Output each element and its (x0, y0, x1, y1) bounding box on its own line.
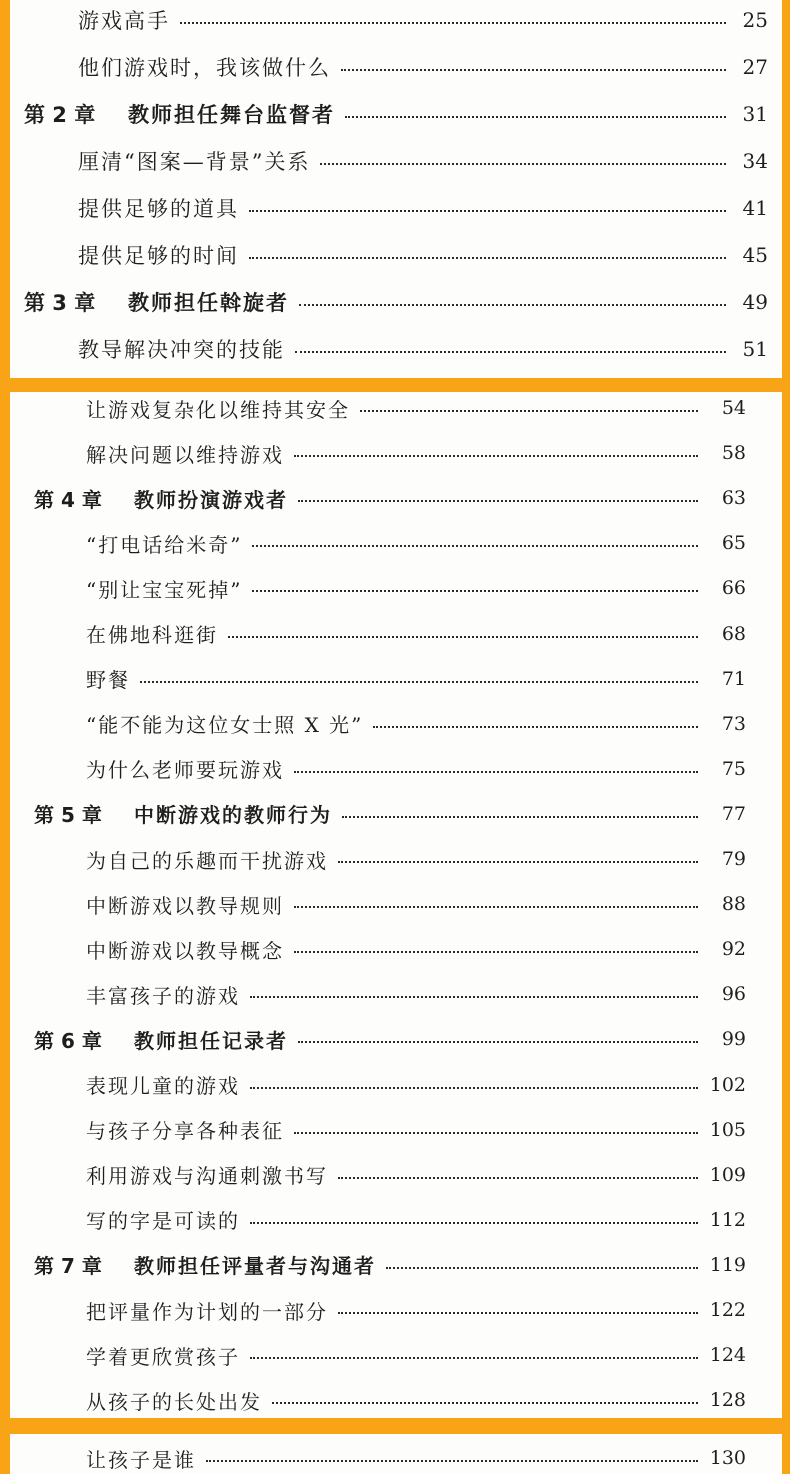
dot-leader (338, 1177, 698, 1179)
toc-entry-row (10, 2, 782, 38)
toc-entry-row (10, 1292, 782, 1328)
page-number: 130 (709, 1447, 746, 1469)
page-number: 73 (721, 712, 746, 735)
page-number: 27 (742, 55, 768, 79)
page-number: 79 (721, 848, 746, 870)
dot-leader (294, 455, 698, 457)
entry-title: 把评量作为计划的一部分 (86, 1299, 328, 1324)
page-number: 77 (721, 802, 746, 825)
toc-entry-row (10, 1202, 782, 1238)
dot-leader (294, 1132, 698, 1134)
page-number: 88 (721, 893, 746, 916)
chapter-number: 第 4 章 (34, 487, 102, 512)
dot-leader (341, 69, 726, 71)
chapter-title: 教师担任斡旋者 (128, 291, 289, 315)
page-number: 68 (721, 622, 746, 645)
toc-entry-row (10, 706, 782, 742)
page-number: 45 (742, 243, 768, 267)
page-number: 99 (721, 1028, 746, 1051)
page-number: 25 (742, 8, 768, 32)
toc-entry-row (10, 1067, 782, 1103)
entry-title: 解决问题以维持游戏 (86, 442, 284, 467)
toc-entry-row (10, 1157, 782, 1193)
toc-chapter-row (10, 796, 782, 832)
page-number: 75 (721, 757, 746, 780)
entry-title: 从孩子的长处出发 (86, 1389, 262, 1414)
dot-leader (299, 304, 726, 306)
dot-leader (180, 22, 726, 24)
entry-title: 表现儿童的游戏 (86, 1074, 240, 1098)
dot-leader (252, 545, 698, 547)
toc-panel-middle (10, 392, 782, 1418)
page-number: 112 (709, 1208, 746, 1231)
dot-leader (338, 1312, 698, 1314)
toc-chapter-row (10, 96, 782, 132)
entry-title: 丰富孩子的游戏 (86, 983, 240, 1008)
page-number: 58 (721, 442, 746, 465)
dot-leader (386, 1267, 698, 1269)
entry-title: “打电话给米奇” (86, 532, 243, 557)
dot-leader (249, 210, 726, 212)
toc-chapter-row (10, 1247, 782, 1283)
toc-entry-row (10, 976, 782, 1012)
page-number: 96 (721, 983, 746, 1006)
toc-entry-row (10, 1112, 782, 1148)
dot-leader (345, 116, 726, 118)
toc-entry-row (10, 435, 782, 471)
toc-entry-row (10, 1382, 782, 1418)
entry-title: 为自己的乐趣而干扰游戏 (86, 848, 328, 873)
chapter-number: 第 3 章 (24, 291, 96, 315)
toc-panel-bottom (10, 1434, 782, 1474)
page-number: 51 (742, 337, 768, 361)
dot-leader (320, 163, 726, 165)
dot-leader (298, 1041, 698, 1043)
chapter-number: 第 5 章 (34, 803, 102, 828)
dot-leader (249, 257, 726, 259)
toc-entry-row (10, 570, 782, 606)
entry-title: 野餐 (86, 668, 130, 693)
page-number: 105 (709, 1118, 746, 1141)
entry-title: 写的字是可读的 (86, 1209, 240, 1234)
page-number: 128 (709, 1389, 746, 1412)
dot-leader (295, 351, 726, 353)
entry-title: 为什么老师要玩游戏 (86, 758, 284, 783)
dot-leader (250, 1357, 698, 1359)
entry-title: 他们游戏时，我该做什么 (78, 56, 331, 80)
dot-leader (272, 1402, 698, 1404)
page-number: 119 (709, 1253, 746, 1276)
entry-title: 在佛地科逛街 (86, 623, 218, 647)
chapter-title: 中断游戏的教师行为 (134, 803, 332, 828)
dot-leader (206, 1460, 698, 1462)
dot-leader (250, 996, 698, 998)
toc-entry-row (10, 616, 782, 652)
toc-entry-row (10, 392, 782, 426)
entry-title: 中断游戏以教导规则 (86, 893, 284, 918)
chapter-number: 第 6 章 (34, 1028, 102, 1053)
chapter-number: 第 7 章 (34, 1254, 102, 1279)
chapter-title: 教师担任评量者与沟通者 (134, 1254, 376, 1279)
chapter-title: 教师担任记录者 (134, 1028, 288, 1053)
toc-entry-row (10, 886, 782, 922)
dot-leader (250, 1222, 698, 1224)
page-number: 34 (742, 149, 768, 173)
page-number: 66 (721, 577, 746, 600)
entry-title: 提供足够的道具 (78, 197, 239, 221)
page-number: 63 (721, 487, 746, 510)
dot-leader (294, 906, 698, 908)
toc-entry-row (10, 49, 782, 85)
page-number: 31 (742, 102, 768, 126)
dot-leader (252, 590, 698, 592)
toc-chapter-row (10, 1021, 782, 1057)
toc-panel-top (10, 0, 782, 378)
entry-title: 教导解决冲突的技能 (78, 338, 285, 362)
page-number: 109 (709, 1163, 746, 1186)
dot-leader (294, 951, 698, 953)
toc-entry-row (10, 190, 782, 226)
dot-leader (342, 816, 698, 818)
entry-title: 厘清“图案—背景”关系 (78, 150, 311, 174)
entry-title: 学着更欣赏孩子 (86, 1344, 240, 1369)
dot-leader (228, 636, 698, 638)
dot-leader (338, 861, 698, 863)
entry-title: 游戏高手 (78, 9, 170, 33)
page-number: 124 (709, 1344, 746, 1367)
toc-entry-row (10, 661, 782, 697)
page-number: 65 (721, 532, 746, 555)
chapter-number: 第 2 章 (24, 103, 96, 127)
toc-entry-row (10, 143, 782, 179)
toc-chapter-row (10, 480, 782, 516)
entry-title: 提供足够的时间 (78, 244, 239, 268)
page-number: 49 (742, 290, 768, 314)
dot-leader (373, 726, 698, 728)
toc-entry-row (10, 1337, 782, 1373)
entry-title: 中断游戏以教导概念 (86, 938, 284, 963)
toc-entry-row (10, 331, 782, 367)
chapter-title: 教师担任舞台监督者 (128, 103, 335, 127)
entry-title: 利用游戏与沟通刺激书写 (86, 1164, 328, 1189)
entry-title: 与孩子分享各种表征 (86, 1119, 284, 1144)
entry-title: 让游戏复杂化以维持其安全 (86, 397, 350, 422)
toc-entry-row (10, 841, 782, 877)
entry-title: “别让宝宝死掉” (86, 577, 243, 602)
toc-chapter-row (10, 284, 782, 320)
page-number: 41 (742, 196, 768, 220)
dot-leader (294, 771, 698, 773)
page-number: 54 (721, 397, 746, 419)
toc-entry-row (10, 931, 782, 967)
toc-entry-row (10, 1440, 782, 1474)
page-number: 92 (721, 938, 746, 961)
entry-title: “能不能为这位女士照 X 光” (86, 713, 364, 738)
page-number: 122 (709, 1299, 746, 1321)
dot-leader (298, 500, 698, 502)
dot-leader (360, 410, 698, 412)
page-number: 102 (709, 1073, 746, 1096)
toc-entry-row (10, 751, 782, 787)
entry-title: 让孩子是谁 (86, 1447, 196, 1472)
toc-entry-row (10, 237, 782, 273)
dot-leader (250, 1087, 698, 1089)
toc-entry-row (10, 525, 782, 561)
dot-leader (140, 681, 698, 683)
chapter-title: 教师扮演游戏者 (134, 487, 288, 512)
page-number: 71 (721, 667, 746, 690)
